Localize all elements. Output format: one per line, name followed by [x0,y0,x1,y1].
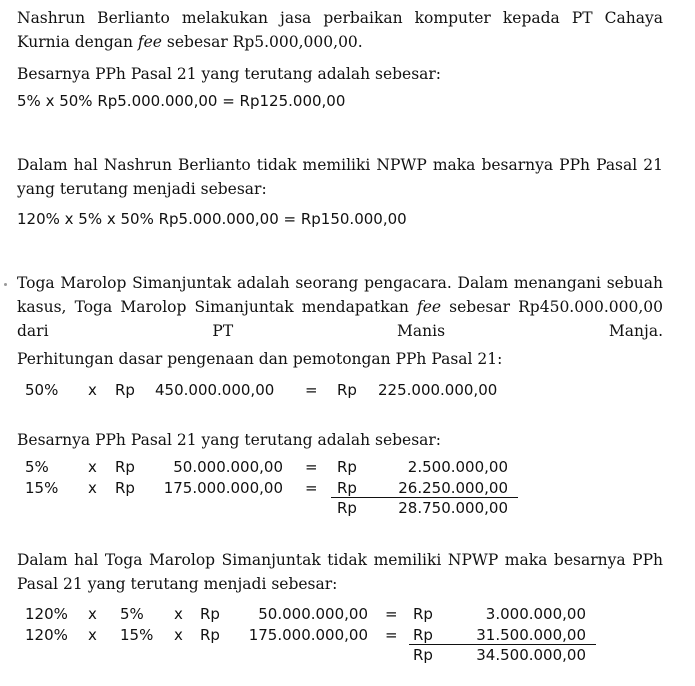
row4-rp2: Rp [413,626,433,644]
total-rp: Rp [337,499,357,517]
total-value: 28.750.000,00 [398,499,508,517]
s1-p1-text: Nashrun Berlianto melakukan jasa perbaikan komputer kepada PT Cahaya Kurnia dengan [17,9,663,51]
row4-result: 31.500.000,00 [476,626,586,644]
s2-paragraph-1 [17,271,663,343]
row1-x: x [88,458,97,476]
s2-paragraph-4: Dalam hal Toga Marolop Simanjuntak tidak memiliki NPWP maka besarnya PPh Pasal 21 yang terutang menjadi sebesar: [17,551,663,593]
row3-rp2: Rp [413,605,433,623]
row4-rp: Rp [200,626,220,644]
row4-x2: x [174,626,183,644]
row3-eq: = [385,605,398,623]
row4-amount: 175.000.000,00 [248,626,368,644]
row2-result: 26.250.000,00 [398,479,508,497]
row4-pct2: 15% [120,626,154,644]
base-eq: = [305,381,318,399]
row2-amount: 175.000.000,00 [163,479,283,497]
row3-x1: x [88,605,97,623]
sum-line-2 [409,644,596,645]
s2-fee-term: fee [416,298,442,316]
s2-paragraph-2: Perhitungan dasar pengenaan dan pemotongan PPh Pasal 21: [17,350,503,368]
row2-rp: Rp [115,479,135,497]
s2-paragraph-3: Besarnya PPh Pasal 21 yang terutang adalah sebesar: [17,431,442,449]
s1-p1-text-end: sebesar Rp5.000,000,00. [161,33,363,51]
row3-result: 3.000.000,00 [485,605,586,623]
row4-x1: x [88,626,97,644]
row2-eq: = [305,479,318,497]
total2-rp: Rp [413,646,433,664]
base-rp2: Rp [337,381,357,399]
total2-value: 34.500.000,00 [476,646,586,664]
base-pct: 50% [25,381,59,399]
s2-p1-text-end: sebesar Rp450.000.000,00 dari PT Manis Manja. [17,298,663,340]
row3-pct2: 5% [120,605,144,623]
row4-pct1: 120% [25,626,68,644]
sum-line [331,497,518,498]
s2-p1-text: Toga Marolop Simanjuntak adalah seorang pengacara. Dalam menangani sebuah kasus, Toga Marolop Simanjuntak mendapatkan [17,274,663,316]
row1-eq: = [305,458,318,476]
base-rp: Rp [115,381,135,399]
s1-paragraph-3: Dalam hal Nashrun Berlianto tidak memiliki NPWP maka besarnya PPh Pasal 21 yang terutang menjadi sebesar: [17,156,663,198]
s1-paragraph-1 [17,6,663,54]
s1-calculation-2: 120% x 5% x 50% Rp5.000.000,00 = Rp150.000,00 [17,210,407,228]
s1-paragraph-2: Besarnya PPh Pasal 21 yang terutang adalah sebesar: [17,65,442,83]
row1-pct: 5% [25,458,49,476]
row3-amount: 50.000.000,00 [258,605,368,623]
base-amount: 450.000.000,00 [155,381,275,399]
row3-pct1: 120% [25,605,68,623]
row1-rp: Rp [115,458,135,476]
row1-amount: 50.000.000,00 [173,458,283,476]
base-result: 225.000.000,00 [378,381,498,399]
row2-x: x [88,479,97,497]
row2-rp2: Rp [337,479,357,497]
row1-rp2: Rp [337,458,357,476]
row3-x2: x [174,605,183,623]
row1-result: 2.500.000,00 [407,458,508,476]
margin-dot [4,283,7,286]
row3-rp: Rp [200,605,220,623]
row4-eq: = [385,626,398,644]
s1-fee-term: fee [137,33,162,51]
s1-calculation-1: 5% x 50% Rp5.000.000,00 = Rp125.000,00 [17,92,346,110]
base-x: x [88,381,97,399]
row2-pct: 15% [25,479,59,497]
